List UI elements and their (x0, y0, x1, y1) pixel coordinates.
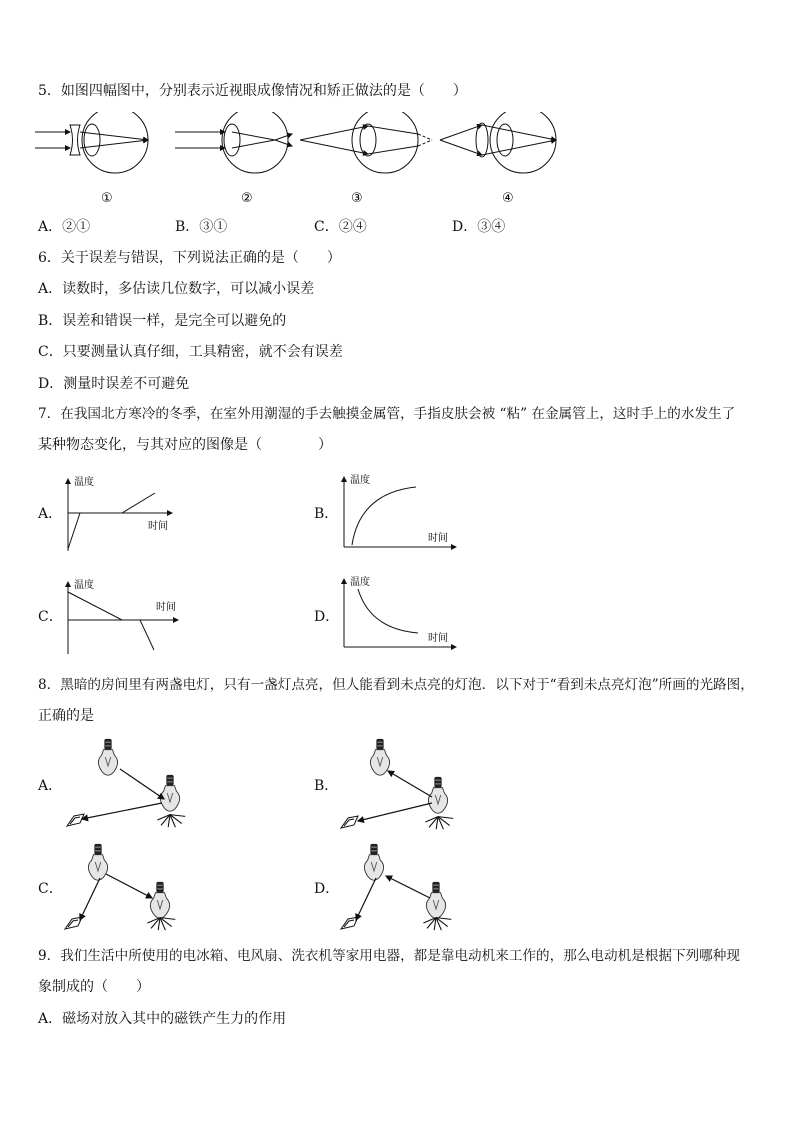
y-axis-label: 温度 (350, 475, 370, 486)
q8-option-c-letter[interactable]: C． (38, 881, 63, 897)
q6-option-d[interactable]: D．测量时误差不可避免 (38, 376, 190, 392)
q8-diagram-a[interactable] (60, 735, 200, 835)
q9-stem-line2: 象制成的（ ） (38, 979, 150, 995)
x-axis-label: 时间 (148, 521, 168, 532)
eye-figure-3 (300, 112, 432, 173)
figure-label-2: ② (241, 191, 253, 206)
q6-stem: 6．关于误差与错误，下列说法正确的是（ ） (38, 250, 341, 266)
q5-option-b[interactable]: B．③① (175, 219, 228, 235)
figure-label-4: ④ (502, 191, 514, 206)
q6-option-c[interactable]: C．只要测量认真仔细，工具精密，就不会有误差 (38, 344, 343, 360)
q8-option-d-letter[interactable]: D． (314, 881, 340, 897)
q8-option-a-letter[interactable]: A． (38, 778, 63, 794)
q7-stem-line1: 7．在我国北方寒冷的冬季，在室外用潮湿的手去触摸金属管，手指皮肤会被 “粘” 在金属管上，这时手上的水发生了 (38, 406, 736, 422)
eye-figure-4 (440, 112, 556, 173)
q7-graph-a[interactable] (60, 473, 200, 553)
q8-diagram-d[interactable] (336, 840, 476, 936)
q7-option-c-letter[interactable]: C． (38, 609, 63, 625)
q8-diagram-c[interactable] (60, 840, 200, 936)
y-axis-label: 温度 (350, 577, 370, 588)
q7-option-d-letter[interactable]: D． (314, 609, 340, 625)
y-axis-label: 温度 (74, 477, 94, 488)
x-axis-label: 时间 (156, 602, 176, 613)
q7-graph-d[interactable] (338, 575, 468, 655)
y-axis-label: 温度 (74, 580, 94, 591)
q6-option-a[interactable]: A．读数时，多估读几位数字，可以减小误差 (38, 281, 315, 297)
q8-diagram-b[interactable] (336, 735, 476, 835)
q8-stem-line1: 8．黑暗的房间里有两盏电灯，只有一盏灯点亮，但人能看到未点亮的灯泡．以下对于“看到未点亮灯泡”所画的光路图， (38, 677, 754, 693)
q7-option-a-letter[interactable]: A． (38, 506, 63, 522)
x-axis-label: 时间 (428, 633, 448, 644)
q5-stem: 5．如图四幅图中，分别表示近视眼成像情况和矫正做法的是（ ） (38, 83, 467, 99)
q5-eye-diagrams (30, 112, 570, 210)
q9-option-a[interactable]: A．磁场对放入其中的磁铁产生力的作用 (38, 1011, 287, 1027)
figure-label-3: ③ (351, 191, 363, 206)
q7-graph-b[interactable] (338, 473, 468, 553)
eye-figure-2 (175, 112, 292, 173)
q9-stem-line1: 9．我们生活中所使用的电冰箱、电风扇、洗衣机等家用电器，都是靠电动机来工作的，那么电动机是根据下列哪种现 (38, 948, 740, 964)
q7-graph-c[interactable] (60, 578, 200, 658)
q5-option-d[interactable]: D．③④ (452, 219, 506, 235)
q5-option-a[interactable]: A．②① (38, 219, 91, 235)
q8-option-b-letter[interactable]: B． (314, 778, 339, 794)
q7-stem-line2: 某种物态变化，与其对应的图像是（ ） (38, 437, 332, 453)
q7-option-b-letter[interactable]: B． (314, 506, 339, 522)
x-axis-label: 时间 (428, 533, 448, 544)
eye-figure-1 (35, 112, 148, 173)
figure-label-1: ① (101, 191, 113, 206)
q5-option-c[interactable]: C．②④ (314, 219, 367, 235)
q8-stem-line2: 正确的是 (38, 708, 94, 724)
q6-option-b[interactable]: B．误差和错误一样，是完全可以避免的 (38, 313, 287, 329)
